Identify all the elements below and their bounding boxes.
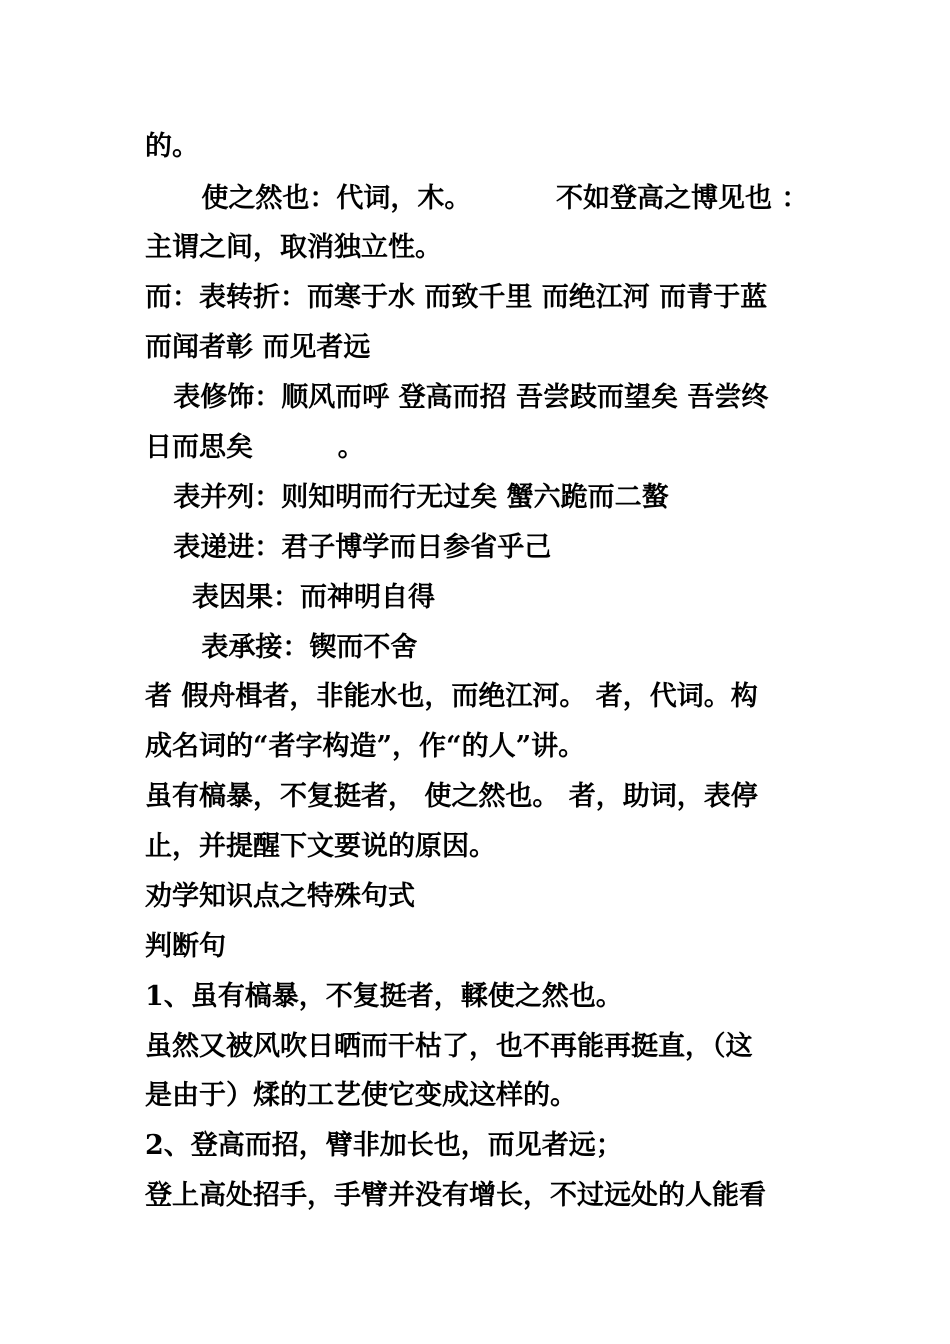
example-sentence: 2、登高而招，臂非加长也，而见者远； [145,1130,623,1161]
section-heading: 劝学知识点之特殊句式 [145,881,415,912]
text-line: 日而思矣 。 [145,432,365,463]
text-line: 成名词的“者字构造”，作“的人”讲。 [145,731,586,762]
text-line: 使之然也：代词，木。 不如登高之博见也 ： [145,183,809,214]
example-sentence: 1、虽有槁暴，不复挺者，輮使之然也。 [145,981,623,1012]
text-line: 表因果：而神明自得 [145,582,435,613]
text-line: 的。 [145,131,199,162]
text-line: 者 假舟楫者，非能水也，而绝江河。 者，代词。构 [145,681,758,712]
text-line: 止，并提醒下文要说的原因。 [145,831,496,862]
text-line: 而：表转折：而寒于水 而致千里 而绝江河 而青于蓝 [145,282,768,313]
text-line: 虽有槁暴，不复挺者， 使之然也。 者，助词，表停 [145,781,758,812]
text-line: 表并列：则知明而行无过矣 蟹六跪而二螯 [145,482,669,513]
translation-line: 是由于）煣的工艺使它变成这样的。 [145,1080,577,1111]
subsection-heading: 判断句 [145,931,226,962]
text-line: 而闻者彰 而见者远 [145,332,371,363]
text-line: 表递进：君子博学而日参省乎己 [145,532,552,563]
text-line: 主谓之间，取消独立性。 [145,232,442,263]
translation-line: 虽然又被风吹日晒而干枯了，也不再能再挺直，（这 [145,1031,753,1062]
translation-line: 登上高处招手，手臂并没有增长，不过远处的人能看 [145,1180,766,1211]
text-line: 表修饰：顺风而呼 登高而招 吾尝跂而望矣 吾尝终 [145,382,769,413]
text-line: 表承接：锲而不舍 [145,632,418,663]
